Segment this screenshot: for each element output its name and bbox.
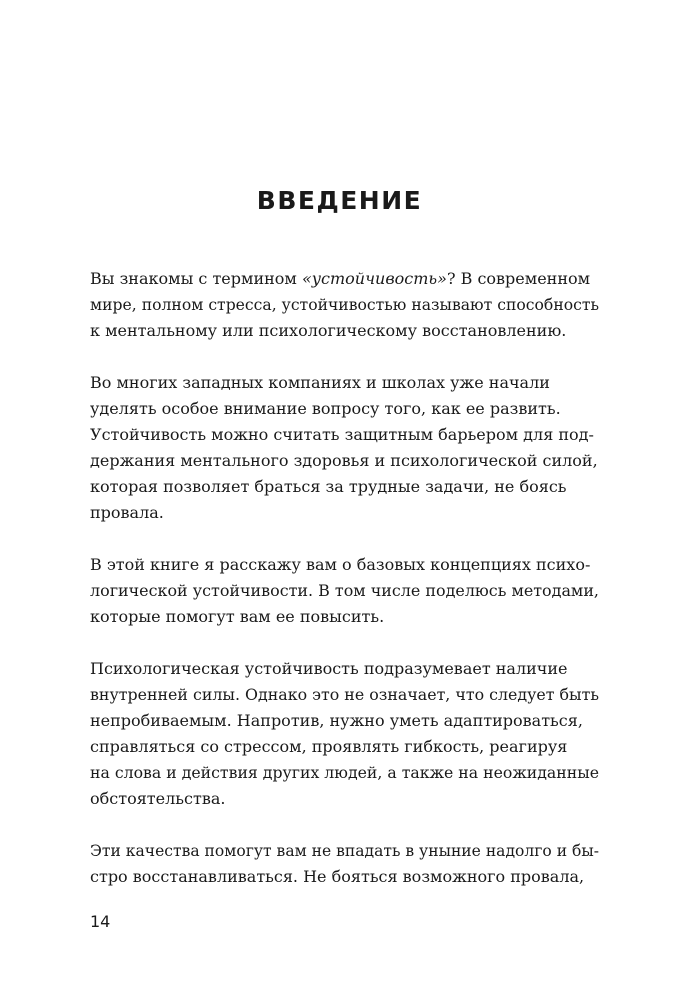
paragraph-4-line-4: справляться со стрессом, проявлять гибкость, реагируя: [90, 737, 568, 756]
paragraph-3-line-1: В этой книге я расскажу вам о базовых концепциях психо-: [90, 555, 591, 574]
paragraph-2-line-5: которая позволяет браться за трудные задачи, не боясь: [90, 477, 567, 496]
paragraph-2-line-2: уделять особое внимание вопросу того, как ее развить.: [90, 399, 561, 418]
paragraph-4-line-1: Психологическая устойчивость подразумевает наличие: [90, 659, 568, 678]
paragraph-2-line-1: Во многих западных компаниях и школах уже начали: [90, 373, 550, 392]
paragraph-5-line-2: стро восстанавливаться. Не бояться возможного провала,: [90, 867, 585, 886]
paragraph-3-line-3: которые помогут вам ее повысить.: [90, 607, 385, 626]
paragraph-1-line-2: мире, полном стресса, устойчивостью называют способность: [90, 295, 599, 314]
italic-term: «устойчивость»: [301, 269, 447, 288]
text-segment: ? В современном: [446, 269, 591, 288]
text-segment: Вы знакомы с термином: [90, 269, 302, 288]
paragraph-4-line-6: обстоятельства.: [90, 789, 226, 808]
paragraph-2-line-3: Устойчивость можно считать защитным барьером для под-: [90, 425, 594, 444]
paragraph-4-line-5: на слова и действия других людей, а также на неожиданные: [90, 763, 599, 782]
paragraph-2-line-4: держания ментального здоровья и психологической силой,: [90, 451, 598, 470]
paragraph-1-line-1: [90, 266, 590, 292]
paragraph-1-line-3: к ментальному или психологическому восстановлению.: [90, 321, 567, 340]
paragraph-4-line-3: непробиваемым. Напротив, нужно уметь адаптироваться,: [90, 711, 583, 730]
paragraph-4-line-2: внутренней силы. Однако это не означает, что следует быть: [90, 685, 599, 704]
paragraph-3-line-2: логической устойчивости. В том числе поделюсь методами,: [90, 581, 599, 600]
paragraph-5-line-1: Эти качества помогут вам не впадать в уныние надолго и бы-: [90, 841, 599, 860]
paragraph-2-line-6: провала.: [90, 503, 164, 522]
chapter-title: ВВЕДЕНИЕ: [256, 186, 423, 215]
page-number: 14: [90, 912, 111, 931]
